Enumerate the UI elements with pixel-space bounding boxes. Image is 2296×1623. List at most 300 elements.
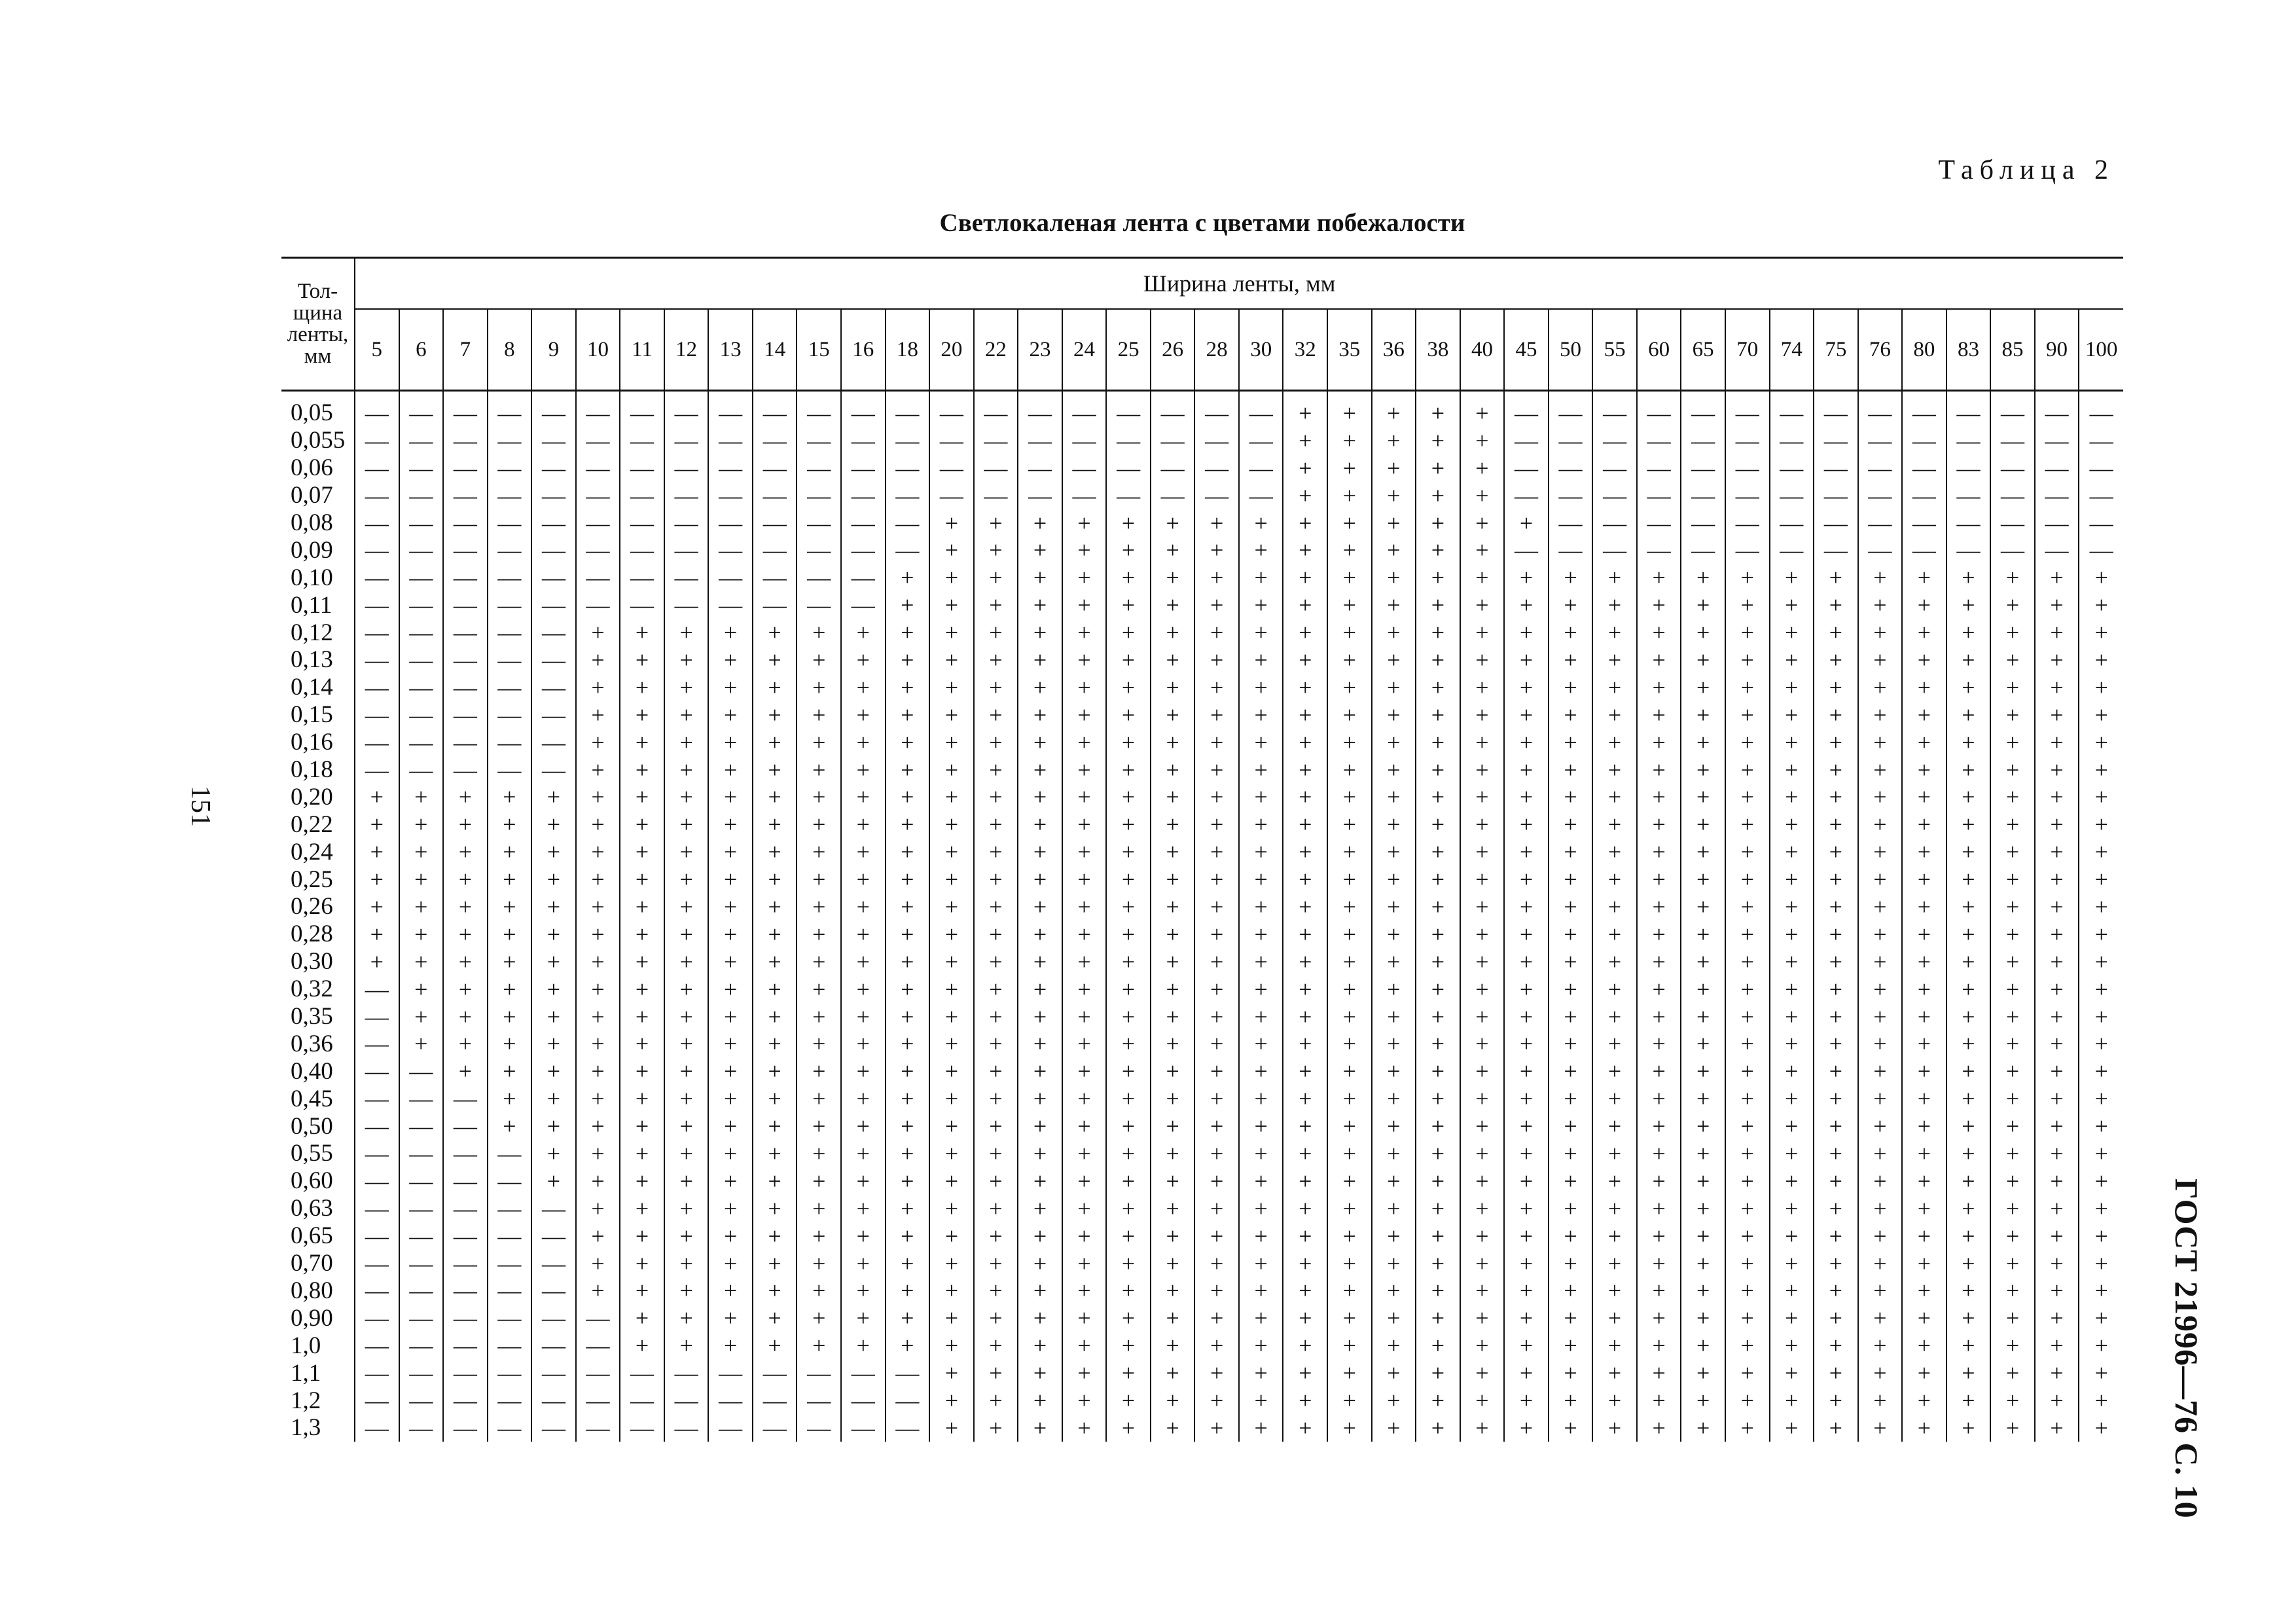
availability-mark-plus: + — [753, 1304, 797, 1332]
availability-mark-plus: + — [1151, 674, 1195, 701]
availability-mark-plus: + — [1637, 1414, 1681, 1442]
availability-mark-plus: + — [886, 948, 930, 976]
availability-mark-plus: + — [1592, 1003, 1637, 1030]
availability-mark-plus: + — [1327, 756, 1372, 784]
availability-mark-plus: + — [1681, 1030, 1725, 1057]
availability-mark-plus: + — [974, 536, 1018, 564]
availability-mark-plus: + — [797, 1112, 841, 1140]
availability-mark-dash: — — [1946, 482, 1991, 509]
availability-mark-plus: + — [1460, 564, 1505, 591]
availability-mark-plus: + — [1902, 1167, 1946, 1195]
availability-mark-plus: + — [1062, 1140, 1107, 1167]
availability-mark-plus: + — [1770, 564, 1814, 591]
availability-mark-dash: — — [1018, 399, 1062, 427]
availability-mark-plus: + — [1416, 1085, 1460, 1112]
availability-mark-plus: + — [1460, 1250, 1505, 1277]
availability-mark-plus: + — [929, 783, 974, 811]
availability-mark-dash: — — [2079, 399, 2123, 427]
availability-mark-dash: — — [1549, 399, 1593, 427]
availability-mark-plus: + — [664, 674, 709, 701]
availability-mark-plus: + — [797, 976, 841, 1003]
availability-mark-plus: + — [1637, 1304, 1681, 1332]
availability-mark-dash: — — [1151, 399, 1195, 427]
availability-mark-plus: + — [1239, 619, 1283, 646]
availability-mark-dash: — — [797, 564, 841, 591]
availability-mark-plus: + — [1946, 893, 1991, 921]
width-column-header: 11 — [620, 309, 664, 391]
availability-mark-plus: + — [1327, 866, 1372, 893]
availability-mark-dash: — — [399, 1332, 444, 1359]
availability-mark-plus: + — [1592, 948, 1637, 976]
availability-mark-plus: + — [929, 1167, 974, 1195]
availability-mark-plus: + — [708, 646, 753, 674]
availability-mark-plus: + — [1283, 783, 1327, 811]
availability-mark-plus: + — [1283, 1030, 1327, 1057]
availability-mark-plus: + — [1681, 1112, 1725, 1140]
availability-mark-dash: — — [443, 1359, 488, 1387]
availability-mark-plus: + — [1151, 921, 1195, 948]
availability-mark-plus: + — [1902, 1332, 1946, 1359]
width-column-header: 15 — [797, 309, 841, 391]
availability-mark-dash: — — [531, 564, 576, 591]
availability-mark-plus: + — [753, 1195, 797, 1222]
availability-mark-plus: + — [974, 976, 1018, 1003]
availability-mark-dash: — — [488, 701, 532, 729]
availability-mark-plus: + — [1372, 893, 1416, 921]
availability-mark-plus: + — [1592, 756, 1637, 784]
availability-mark-dash: — — [488, 1140, 532, 1167]
availability-mark-plus: + — [1327, 674, 1372, 701]
availability-mark-plus: + — [1460, 1387, 1505, 1414]
availability-mark-plus: + — [1990, 1414, 2035, 1442]
availability-mark-plus: + — [929, 1030, 974, 1057]
availability-mark-plus: + — [1018, 619, 1062, 646]
availability-mark-plus: + — [1946, 1222, 1991, 1250]
availability-mark-dash: — — [1062, 399, 1107, 427]
availability-mark-plus: + — [1018, 509, 1062, 537]
availability-mark-plus: + — [1151, 1085, 1195, 1112]
availability-mark-dash: — — [1681, 509, 1725, 537]
availability-mark-plus: + — [1637, 1222, 1681, 1250]
availability-mark-plus: + — [708, 1057, 753, 1085]
availability-mark-dash: — — [753, 399, 797, 427]
availability-mark-plus: + — [1990, 701, 2035, 729]
availability-mark-plus: + — [929, 1387, 974, 1414]
availability-mark-plus: + — [399, 1003, 444, 1030]
availability-mark-plus: + — [1327, 509, 1372, 537]
availability-mark-plus: + — [974, 756, 1018, 784]
availability-mark-plus: + — [1327, 783, 1372, 811]
availability-mark-plus: + — [1814, 1222, 1858, 1250]
availability-mark-dash: — — [576, 1332, 620, 1359]
availability-mark-plus: + — [753, 948, 797, 976]
availability-mark-plus: + — [1018, 1195, 1062, 1222]
availability-mark-dash: — — [443, 1414, 488, 1442]
availability-mark-plus: + — [1018, 1387, 1062, 1414]
availability-mark-plus: + — [1283, 591, 1327, 619]
thickness-value: 0,90 — [281, 1304, 355, 1332]
availability-mark-plus: + — [1018, 1332, 1062, 1359]
availability-mark-plus: + — [1416, 921, 1460, 948]
availability-mark-plus: + — [1549, 1057, 1593, 1085]
availability-mark-dash: — — [365, 1167, 389, 1194]
availability-mark-plus: + — [1283, 1195, 1327, 1222]
availability-mark-plus: + — [1018, 646, 1062, 674]
availability-mark-plus: + — [1239, 1359, 1283, 1387]
availability-mark-dash: — — [664, 1359, 709, 1387]
availability-mark-plus: + — [1990, 838, 2035, 866]
availability-mark-plus: + — [2079, 948, 2123, 976]
width-column-header: 22 — [974, 309, 1018, 391]
availability-mark-plus: + — [1327, 1222, 1372, 1250]
width-column-header: 83 — [1946, 309, 1991, 391]
availability-mark-plus: + — [2079, 783, 2123, 811]
availability-mark-plus: + — [1194, 756, 1239, 784]
availability-mark-plus: + — [1018, 783, 1062, 811]
availability-mark-plus: + — [886, 674, 930, 701]
availability-mark-dash: — — [531, 591, 576, 619]
availability-mark-plus: + — [1858, 1057, 1903, 1085]
availability-mark-plus: + — [1770, 1387, 1814, 1414]
availability-mark-plus: + — [1416, 866, 1460, 893]
availability-mark-plus: + — [1637, 1140, 1681, 1167]
width-column-header: 55 — [1592, 309, 1637, 391]
availability-mark-plus: + — [1637, 1277, 1681, 1305]
availability-mark-plus: + — [1372, 1167, 1416, 1195]
availability-mark-plus: + — [841, 1003, 886, 1030]
availability-mark-dash: — — [2035, 427, 2079, 454]
availability-mark-plus: + — [2079, 976, 2123, 1003]
availability-mark-dash: — — [365, 1414, 389, 1441]
availability-mark-plus: + — [1239, 1140, 1283, 1167]
availability-mark-plus: + — [1681, 1359, 1725, 1387]
availability-mark-dash: — — [1239, 399, 1283, 427]
availability-mark-plus: + — [841, 1085, 886, 1112]
availability-mark-plus: + — [1814, 564, 1858, 591]
availability-mark-plus: + — [664, 948, 709, 976]
availability-mark-plus: + — [1504, 1387, 1549, 1414]
availability-mark-plus: + — [443, 1003, 488, 1030]
availability-mark-dash: — — [1549, 427, 1593, 454]
availability-mark-dash: — — [399, 1057, 444, 1085]
availability-mark-plus: + — [753, 783, 797, 811]
availability-mark-plus: + — [708, 1332, 753, 1359]
table-row — [281, 1414, 2123, 1442]
availability-mark-plus: + — [1106, 1140, 1151, 1167]
availability-mark-plus: + — [886, 1222, 930, 1250]
availability-mark-plus: + — [841, 619, 886, 646]
width-column-header: 45 — [1504, 309, 1549, 391]
availability-mark-dash: — — [841, 1387, 886, 1414]
table-row — [281, 783, 2123, 811]
availability-mark-plus: + — [1770, 591, 1814, 619]
availability-mark-plus: + — [1990, 674, 2035, 701]
availability-mark-plus: + — [2035, 729, 2079, 756]
availability-mark-dash: — — [753, 591, 797, 619]
availability-mark-plus: + — [1460, 1195, 1505, 1222]
availability-mark-plus: + — [1902, 1030, 1946, 1057]
availability-mark-plus: + — [753, 1277, 797, 1305]
availability-mark-plus: + — [1637, 564, 1681, 591]
availability-mark-plus: + — [841, 646, 886, 674]
availability-mark-plus: + — [1946, 948, 1991, 976]
availability-mark-plus: + — [974, 1332, 1018, 1359]
availability-mark-dash: — — [1637, 536, 1681, 564]
availability-mark-plus: + — [1151, 1250, 1195, 1277]
availability-mark-plus: + — [1416, 783, 1460, 811]
availability-mark-plus: + — [1151, 811, 1195, 838]
availability-mark-plus: + — [1416, 1195, 1460, 1222]
availability-mark-plus: + — [929, 509, 974, 537]
availability-mark-plus: + — [1946, 1140, 1991, 1167]
availability-mark-plus: + — [1327, 948, 1372, 976]
availability-mark-plus: + — [1416, 1030, 1460, 1057]
availability-mark-dash: — — [1549, 536, 1593, 564]
availability-mark-plus: + — [2035, 1250, 2079, 1277]
availability-mark-plus: + — [1194, 1057, 1239, 1085]
availability-mark-plus: + — [399, 866, 444, 893]
availability-mark-plus: + — [708, 976, 753, 1003]
availability-mark-plus: + — [1592, 564, 1637, 591]
availability-mark-plus: + — [974, 1387, 1018, 1414]
availability-mark-plus: + — [1106, 948, 1151, 976]
availability-mark-dash: — — [886, 482, 930, 509]
availability-mark-dash: — — [576, 564, 620, 591]
width-column-header: 70 — [1725, 309, 1770, 391]
availability-mark-plus: + — [1592, 701, 1637, 729]
table-row — [281, 893, 2123, 921]
availability-mark-dash: — — [365, 1305, 389, 1332]
availability-mark-plus: + — [1460, 701, 1505, 729]
availability-mark-plus: + — [1770, 1359, 1814, 1387]
thickness-header — [281, 258, 355, 391]
availability-mark-plus: + — [1372, 1057, 1416, 1085]
availability-mark-plus: + — [974, 1085, 1018, 1112]
availability-mark-plus: + — [841, 1030, 886, 1057]
availability-mark-plus: + — [1460, 838, 1505, 866]
availability-mark-plus: + — [1018, 1085, 1062, 1112]
availability-mark-dash: — — [1106, 454, 1151, 482]
availability-mark-plus: + — [1946, 838, 1991, 866]
standard-designation: ГОСТ 21996—76 С. 10 — [2168, 1178, 2205, 1519]
availability-mark-plus: + — [1239, 948, 1283, 976]
availability-mark-plus: + — [1283, 399, 1327, 427]
availability-mark-plus: + — [797, 701, 841, 729]
availability-mark-dash: — — [1151, 482, 1195, 509]
availability-mark-plus: + — [1549, 1195, 1593, 1222]
availability-mark-plus: + — [1725, 893, 1770, 921]
availability-mark-plus: + — [841, 976, 886, 1003]
availability-mark-plus: + — [1460, 674, 1505, 701]
availability-mark-plus: + — [2079, 1195, 2123, 1222]
availability-mark-plus: + — [1018, 1250, 1062, 1277]
availability-mark-plus: + — [1549, 921, 1593, 948]
availability-mark-dash: — — [2035, 454, 2079, 482]
availability-mark-plus: + — [443, 976, 488, 1003]
availability-mark-plus: + — [1372, 564, 1416, 591]
availability-mark-plus: + — [664, 1250, 709, 1277]
availability-mark-dash: — — [488, 454, 532, 482]
availability-mark-plus: + — [1681, 591, 1725, 619]
availability-mark-plus: + — [1372, 1030, 1416, 1057]
availability-mark-plus: + — [886, 729, 930, 756]
availability-mark-plus: + — [1018, 893, 1062, 921]
availability-mark-plus: + — [1902, 866, 1946, 893]
thickness-value: 0,12 — [281, 619, 355, 646]
availability-mark-plus: + — [1416, 729, 1460, 756]
availability-mark-plus: + — [841, 674, 886, 701]
availability-mark-plus: + — [1637, 1085, 1681, 1112]
availability-mark-plus: + — [708, 674, 753, 701]
availability-mark-dash: — — [1592, 482, 1637, 509]
availability-mark-plus: + — [1858, 1359, 1903, 1387]
availability-mark-plus: + — [576, 1085, 620, 1112]
availability-mark-plus: + — [1504, 838, 1549, 866]
width-column-header: 28 — [1194, 309, 1239, 391]
availability-mark-plus: + — [1902, 1277, 1946, 1305]
availability-mark-plus: + — [1770, 756, 1814, 784]
availability-mark-dash: — — [365, 1140, 389, 1167]
availability-mark-plus: + — [1239, 893, 1283, 921]
availability-mark-plus: + — [1106, 893, 1151, 921]
availability-mark-dash: — — [797, 427, 841, 454]
availability-mark-plus: + — [1902, 1250, 1946, 1277]
availability-mark-plus: + — [1106, 674, 1151, 701]
availability-mark-plus: + — [1902, 1304, 1946, 1332]
availability-mark-plus: + — [1946, 646, 1991, 674]
availability-mark-dash: — — [620, 482, 664, 509]
thickness-value: 1,0 — [281, 1332, 355, 1359]
table-row — [281, 838, 2123, 866]
availability-mark-plus: + — [1504, 646, 1549, 674]
availability-mark-plus: + — [1549, 866, 1593, 893]
availability-mark-plus: + — [1151, 1359, 1195, 1387]
availability-mark-plus: + — [1372, 756, 1416, 784]
availability-mark-plus: + — [1637, 866, 1681, 893]
availability-mark-plus: + — [974, 866, 1018, 893]
availability-mark-plus: + — [1327, 454, 1372, 482]
availability-mark-plus: + — [1151, 1057, 1195, 1085]
availability-mark-plus: + — [664, 1167, 709, 1195]
thickness-value: 0,55 — [281, 1140, 355, 1167]
availability-mark-dash: — — [1239, 427, 1283, 454]
availability-mark-plus: + — [1018, 536, 1062, 564]
availability-mark-plus: + — [1416, 674, 1460, 701]
availability-mark-plus: + — [797, 1332, 841, 1359]
availability-mark-dash: — — [365, 1113, 389, 1140]
availability-mark-plus: + — [797, 619, 841, 646]
availability-mark-plus: + — [1946, 1332, 1991, 1359]
availability-mark-plus: + — [2035, 1085, 2079, 1112]
availability-mark-dash: — — [576, 1304, 620, 1332]
availability-mark-plus: + — [1106, 1112, 1151, 1140]
availability-mark-dash: — — [797, 509, 841, 537]
availability-mark-plus: + — [1151, 1222, 1195, 1250]
availability-mark-dash: — — [531, 1195, 576, 1222]
availability-mark-dash: — — [443, 1085, 488, 1112]
availability-mark-plus: + — [1858, 1414, 1903, 1442]
availability-mark-plus: + — [1106, 701, 1151, 729]
availability-mark-dash: — — [1637, 399, 1681, 427]
availability-mark-plus: + — [1549, 1359, 1593, 1387]
table-row — [281, 1387, 2123, 1414]
availability-mark-plus: + — [1239, 866, 1283, 893]
availability-mark-plus: + — [929, 591, 974, 619]
availability-mark-plus: + — [974, 1414, 1018, 1442]
availability-mark-plus: + — [1725, 948, 1770, 976]
availability-mark-plus: + — [708, 1277, 753, 1305]
availability-mark-dash: — — [399, 1195, 444, 1222]
availability-mark-plus: + — [886, 921, 930, 948]
availability-mark-dash: — — [399, 591, 444, 619]
availability-mark-plus: + — [1460, 1112, 1505, 1140]
availability-mark-plus: + — [1637, 756, 1681, 784]
availability-mark-plus: + — [1194, 536, 1239, 564]
availability-mark-plus: + — [2035, 976, 2079, 1003]
width-column-header: 24 — [1062, 309, 1107, 391]
availability-mark-plus: + — [2079, 811, 2123, 838]
availability-mark-plus: + — [1592, 838, 1637, 866]
availability-mark-plus: + — [664, 1057, 709, 1085]
availability-mark-dash: — — [488, 1304, 532, 1332]
availability-mark-plus: + — [1151, 729, 1195, 756]
availability-mark-plus: + — [1946, 811, 1991, 838]
availability-mark-dash: — — [576, 1414, 620, 1442]
availability-mark-plus: + — [1372, 866, 1416, 893]
availability-mark-plus: + — [1549, 1277, 1593, 1305]
availability-mark-dash: — — [886, 454, 930, 482]
availability-mark-plus: + — [1194, 1195, 1239, 1222]
availability-mark-plus: + — [1460, 948, 1505, 976]
availability-mark-plus: + — [2035, 1387, 2079, 1414]
availability-mark-plus: + — [2079, 756, 2123, 784]
availability-mark-dash: — — [1018, 482, 1062, 509]
availability-mark-dash: — — [443, 1195, 488, 1222]
availability-mark-dash: — — [797, 591, 841, 619]
availability-mark-plus: + — [1283, 729, 1327, 756]
availability-mark-plus: + — [1460, 1332, 1505, 1359]
availability-mark-plus: + — [1194, 1085, 1239, 1112]
availability-mark-plus: + — [1416, 1304, 1460, 1332]
availability-mark-plus: + — [1416, 591, 1460, 619]
availability-mark-plus: + — [886, 1332, 930, 1359]
availability-mark-dash: — — [1814, 509, 1858, 537]
availability-mark-plus: + — [1814, 1003, 1858, 1030]
availability-mark-dash: — — [929, 482, 974, 509]
availability-mark-plus: + — [886, 811, 930, 838]
availability-mark-plus: + — [1637, 1387, 1681, 1414]
availability-mark-plus: + — [2035, 674, 2079, 701]
availability-mark-plus: + — [1460, 536, 1505, 564]
availability-mark-plus: + — [1504, 1359, 1549, 1387]
availability-mark-plus: + — [1770, 674, 1814, 701]
availability-mark-plus: + — [576, 893, 620, 921]
availability-mark-plus: + — [1725, 838, 1770, 866]
availability-mark-plus: + — [1062, 564, 1107, 591]
availability-mark-plus: + — [797, 1003, 841, 1030]
availability-mark-plus: + — [1592, 1140, 1637, 1167]
availability-mark-plus: + — [1416, 1332, 1460, 1359]
availability-mark-dash: — — [753, 454, 797, 482]
availability-mark-plus: + — [1018, 1414, 1062, 1442]
availability-mark-plus: + — [620, 1304, 664, 1332]
availability-mark-dash: — — [974, 454, 1018, 482]
availability-mark-plus: + — [841, 893, 886, 921]
availability-mark-plus: + — [2035, 866, 2079, 893]
availability-mark-dash: — — [664, 482, 709, 509]
availability-mark-plus: + — [1194, 619, 1239, 646]
availability-mark-plus: + — [929, 674, 974, 701]
